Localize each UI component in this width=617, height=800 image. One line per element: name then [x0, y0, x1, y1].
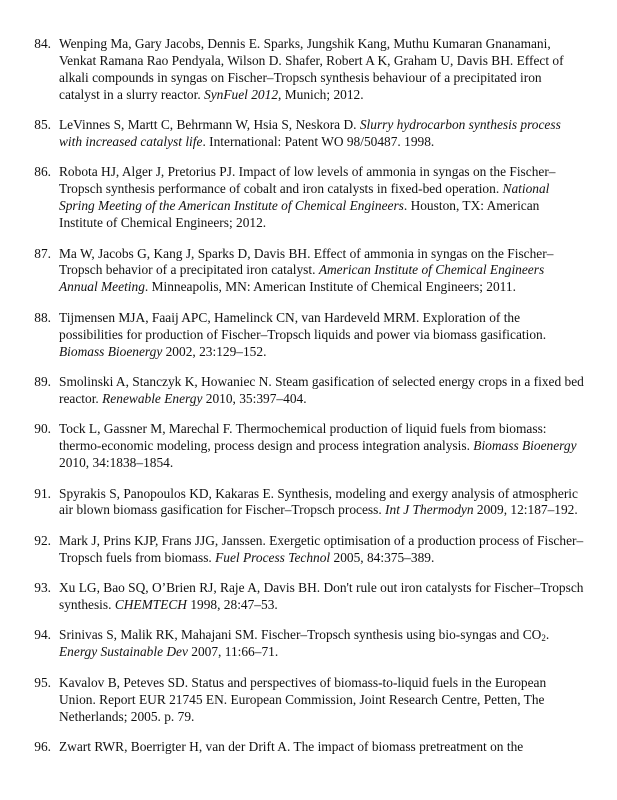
- reference-text: [59, 533, 585, 567]
- reference-number: 91.: [34, 485, 51, 501]
- reference-number: 95.: [34, 674, 51, 690]
- citation-text: Tijmensen MJA, Faaij APC, Hamelinck CN, van Hardeveld MRM. Exploration of the possibilities for production of Fischer–Tropsch liquids and power via biomass gasification.: [59, 309, 547, 342]
- reference-item: [0, 164, 617, 232]
- citation-text: Ma W, Jacobs G, Kang J, Sparks D, Davis BH. Effect of ammonia in syngas on the Fischer–Tropsch behavior of a precipitated iron catalyst.: [59, 245, 554, 278]
- reference-item: [0, 117, 617, 151]
- reference-item: [0, 533, 617, 567]
- subscript-text: 2: [541, 633, 546, 644]
- reference-number: 85.: [34, 117, 51, 133]
- reference-item: [0, 421, 617, 472]
- reference-text: [59, 246, 585, 297]
- citation-text: Spyrakis S, Panopoulos KD, Kakaras E. Synthesis, modeling and exergy analysis of atmospheric air blown biomass gasification for Fischer–Tropsch process.: [59, 485, 578, 518]
- citation-text: . Minneapolis, MN: American Institute of Chemical Engineers; 2011.: [144, 279, 516, 295]
- reference-item: [0, 246, 617, 297]
- citation-text: 2010, 35:397–404.: [202, 390, 307, 406]
- journal-title: SynFuel 2012: [204, 86, 279, 102]
- citation-text: Zwart RWR, Boerrigter H, van der Drift A. The impact of biomass pretreatment on the: [59, 739, 524, 754]
- journal-title: National Spring Meeting of the American Institute of Chemical Engineers: [59, 181, 550, 214]
- reference-number: 89.: [34, 374, 51, 389]
- reference-number: 84.: [34, 36, 51, 51]
- reference-text: [59, 310, 585, 361]
- reference-item: [0, 36, 617, 104]
- citation-text: Mark J, Prins KJP, Frans JJG, Janssen. Exergetic optimisation of a production process of Fischer–Tropsch fuels from biomass.: [59, 532, 584, 565]
- citation-text: Wenping Ma, Gary Jacobs, Dennis E. Sparks, Jungshik Kang, Muthu Kumaran Gnanamani, Venkat Ramana Rao Pendyala, Wilson D. Shafer, Robert A K, Graham U, Davis BH. Effect of alkali compounds in syngas on Fischer–Tropsch synthesis behaviour of a precipitated iron catalyst in a slurry reactor.: [59, 36, 564, 102]
- journal-title: Slurry hydrocarbon synthesis process with increased catalyst life: [59, 117, 561, 150]
- reference-text: [59, 580, 585, 614]
- reference-number: 90.: [34, 421, 51, 437]
- citation-text: 2002, 23:129–152.: [162, 343, 267, 359]
- reference-number: 94.: [34, 627, 51, 643]
- citation-text: , Munich; 2012.: [278, 86, 364, 102]
- journal-title: Energy Sustainable Dev: [59, 644, 188, 660]
- reference-item: [0, 675, 617, 726]
- citation-text: 2009, 12:187–192.: [473, 502, 578, 518]
- reference-text: [59, 627, 585, 661]
- reference-text: [59, 374, 585, 408]
- citation-text: Tock L, Gassner M, Marechal F. Thermochemical production of liquid fuels from biomass: thermo-economic modeling, process design and process integration analysis.: [59, 421, 547, 454]
- reference-text: [59, 675, 585, 726]
- reference-number: 86.: [34, 164, 51, 180]
- reference-number: 92.: [34, 532, 51, 548]
- reference-text: [59, 421, 585, 472]
- citation-text: . International: Patent WO 98/50487. 1998.: [202, 134, 435, 150]
- reference-number: 96.: [34, 739, 51, 754]
- citation-text: . Houston, TX: American Institute of Chemical Engineers; 2012.: [59, 198, 540, 231]
- reference-number: 88.: [34, 309, 51, 325]
- journal-title: Int J Thermodyn: [385, 502, 474, 518]
- reference-text: [59, 739, 585, 756]
- citation-text: Robota HJ, Alger J, Pretorius PJ. Impact of low levels of ammonia in syngas on the Fischer–Tropsch synthesis performance of cobalt and iron catalysts in fixed-bed operation.: [59, 164, 556, 197]
- journal-title: Biomass Bioenergy: [59, 343, 163, 359]
- reference-item: [0, 310, 617, 361]
- citation-text: Xu LG, Bao SQ, O’Brien RJ, Raje A, Davis BH. Don't rule out iron catalysts for Fischer–Tropsch synthesis.: [59, 580, 584, 613]
- reference-number: 87.: [34, 245, 51, 261]
- reference-text: [59, 36, 585, 104]
- citation-text: LeVinnes S, Martt C, Behrmann W, Hsia S, Neskora D.: [59, 117, 360, 133]
- citation-text: 2005, 84:375–389.: [330, 549, 435, 565]
- citation-text: 2007, 11:66–71.: [187, 644, 279, 660]
- reference-text: [59, 486, 585, 520]
- reference-item: [0, 486, 617, 520]
- reference-item: [0, 627, 617, 661]
- journal-title: Biomass Bioenergy: [473, 438, 577, 454]
- reference-item: [0, 580, 617, 614]
- citation-text: .: [545, 627, 550, 643]
- citation-text: Srinivas S, Malik RK, Mahajani SM. Fischer–Tropsch synthesis using bio-syngas and CO: [59, 627, 542, 643]
- citation-text: 1998, 28:47–53.: [186, 597, 278, 613]
- reference-item: [0, 374, 617, 408]
- citation-text: Kavalov B, Peteves SD. Status and perspectives of biomass-to-liquid fuels in the European Union. Report EUR 21745 EN. European Commission, Joint Research Centre, Petten, The Netherlands; 2005. p. 79.: [59, 674, 547, 724]
- reference-text: [59, 117, 585, 151]
- journal-title: Fuel Process Technol: [215, 549, 331, 565]
- citation-text: Smolinski A, Stanczyk K, Howaniec N. Steam gasification of selected energy crops in a fixed bed reactor.: [59, 374, 584, 406]
- reference-list: [0, 36, 617, 769]
- journal-title: CHEMTECH: [114, 597, 187, 613]
- reference-number: 93.: [34, 580, 51, 596]
- reference-text: [59, 164, 585, 232]
- journal-title: American Institute of Chemical Engineers Annual Meeting: [59, 262, 545, 295]
- journal-title: Renewable Energy: [102, 390, 203, 406]
- citation-text: 2010, 34:1838–1854.: [59, 455, 174, 471]
- reference-item: [0, 739, 617, 756]
